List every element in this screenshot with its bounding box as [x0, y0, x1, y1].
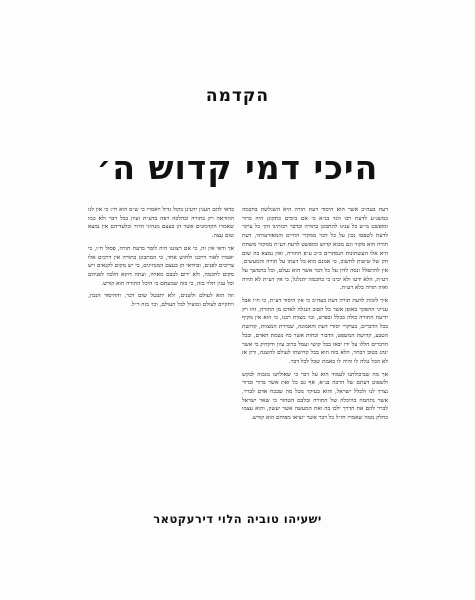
right-column — [242, 206, 388, 478]
author-signature: ישעיהו טוביה הלוי דירעקטאר — [153, 512, 322, 526]
paragraph: איך לזכות לדעת תורה דעת בעה״ב כי אין היסוד דע״ת, כי ח״ו אבל ענייני ההפקר באופן אשר כל הטוב הנגלה לאדם מן התורה, זהו רק ידיעת התורה כולה בכלל ובפרט, וכו׳ מצוות רבנו, כי הוא אין מקיף בכל הדברים, בעיקרי יסודי דעת והאמונה, שמירת המצוות, קדושת הטבע, קדושת המשפט, הדבור וכחות אשר כח נשמת האדם, ובכל הדברים הללו על ידו יבאו בכל קושי ועמל ברוב עיון ודקדוק כי אשר ינהג בטוב ויבחר, הלא בזה הוא בכל קדושתו לעולם להשגה, ורק אז לא הכל נגלה לו והיה לו באמת שכל לכל דבר. — [242, 298, 388, 365]
page-title: היכי דמי קדוש ה׳ — [96, 148, 379, 187]
paragraph: דעת בעה״ב אשר הוא היסוד דעת תורה היא השגלשת בחכמה כמשנ״ע לדעת רבו הגד בנ״א כי אם בימים כתקונן היה ברור ומופשט מ״ש כל ענינו להתבונן בתורה ובדבר רבותינו הק׳ כל עיקר לדעת לשפטו נכון על כל דבר ממקרי החיים והמאורעותיו, דעת תורה הוא מקור וגם מבוא קדוש ומופשט לדעת דע״ת ממקור משתת היא אלו העשתונות הנסתרים ב״כ ע״פ התורה, ואין נמצא בה שום חק של שיטות לחשוב, כי אמנם הוא כל דעתו על תורה והמעשים, אין להתפלל ונסה לדון על כל דבר אשר הוא נעלם, וכל בהמשך על דע״ת, הלא ידעו ולא יבינו כי בחכמה יתגלגל, כי אין דע״ת לא תורה ואיה תורה בלא דע״ת. — [242, 207, 388, 292]
paragraph: אך מה שביכולתנו לעמוד הוא על דבר כי שאולתנו מגבוה לבקש ולשפוט דעתם של הרבה בנ״א, אף גם כל זאת אשר בדור ובדור נצרך לנו ולכלל ישראל, והוא בעיקר מכל מה שבכח אדם לברר, אשר נתחמה בהיכלה של התורה ובלבם הטהור כי שאר ישראל לברר להם את הדרך ילכו בה ואת המעשה אשר יעשון, והוא עצמו כחלק ממה שאמרו חז״ל כל דבר אשר יוציאו מפיהם הוא קודש. — [242, 371, 388, 422]
paragraph: וזה הוא לעולם ולשנים, ולא יתבטל שום דבר, וההיסוד הנכון, ויתקיים לעולם ומועיל לכל העולם, וכו׳ בזה ר״ל. — [88, 293, 234, 309]
section-heading: הקדמה — [205, 86, 270, 106]
body-columns — [88, 206, 388, 478]
paragraph: אך ודאי אין זה, כי אם רצוננו היה לומר בדעת תורה, פסול ח״ו, כי יאמרו לאור דרכנו ולחוש אחד, כי המתבונן בתורה אין דרכים אלו צריכים לפנים, ובוודאי הן בעצם המנהיגים, כי יש מקום לקנאים ויש מקום לחכמה, ולא ירום לבבם מאחיו, ועתה דוקא הלכה לפניהם וכל ענין תלוי בזה, כי בזה שמעתם כי היכל התורה הוא קודש. — [88, 245, 234, 287]
left-column — [88, 206, 234, 331]
paragraph: כדאי להם הענין ידעינן בקול גדול ויאמרו כי ש״ס הוא ח״ו כי אין לנו ההוראה רק בתורה ובהלכה ויפה בדע״ת ועיון בכל דבר ולא כמו שאמרו הקדמונים אשר הן בעצם מנהיגי הדור ובלעדיהם אין נמצא שום עצה. — [88, 207, 234, 240]
